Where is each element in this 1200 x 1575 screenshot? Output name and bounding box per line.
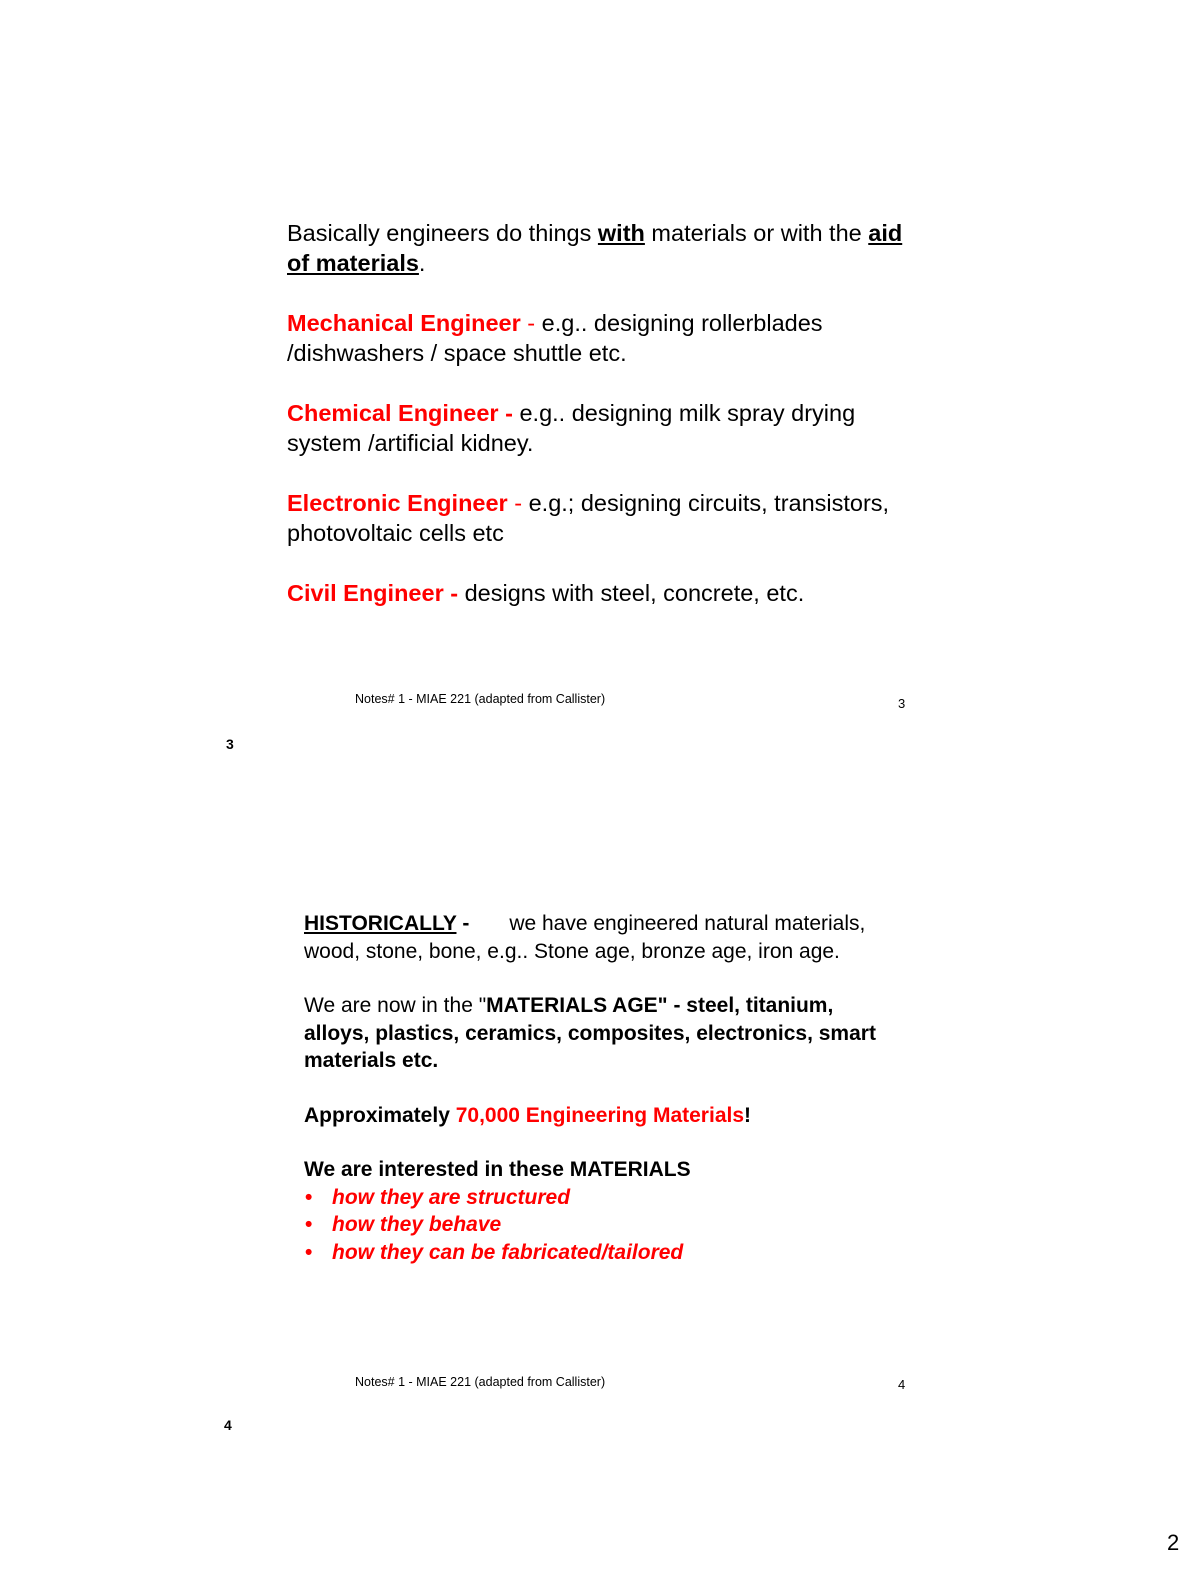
- engineer-title: Chemical Engineer: [287, 400, 499, 426]
- bullet-icon: •: [305, 1240, 313, 1264]
- intro-emphasis-with: with: [597, 220, 645, 246]
- list-item-text: how they behave: [332, 1213, 502, 1236]
- materials-age-label: MATERIALS AGE" - steel, titanium, alloys, plastics, ceramics, composites, electronics, smart materials etc.: [304, 994, 876, 1072]
- historically-paragraph: [304, 910, 904, 965]
- intro-paragraph: [287, 218, 927, 278]
- list-item: [304, 1239, 904, 1267]
- slide-4-content: [304, 910, 904, 1266]
- materials-age-paragraph: [304, 992, 904, 1075]
- engineer-description: designs with steel, concrete, etc.: [464, 580, 805, 606]
- slide-3-number: 3: [898, 696, 906, 711]
- slide-4-footer: Notes# 1 - MIAE 221 (adapted from Callister): [355, 1375, 606, 1389]
- engineer-item-electronic: [287, 488, 927, 548]
- intro-text-3: .: [418, 250, 426, 276]
- bullet-icon: •: [305, 1213, 313, 1236]
- interest-heading: We are interested in these MATERIALS: [304, 1158, 691, 1181]
- historically-dash: -: [456, 912, 470, 935]
- slide-4-number: 4: [898, 1377, 906, 1392]
- approx-prefix: Approximately: [304, 1103, 456, 1127]
- engineer-separator: -: [520, 310, 542, 336]
- list-item: [304, 1184, 904, 1212]
- engineer-separator: -: [443, 580, 465, 606]
- engineer-title: Civil Engineer: [287, 580, 444, 606]
- list-item-text: how they are structured: [332, 1185, 571, 1209]
- engineer-description: e.g.. designing rollerblades /dishwashers / space shuttle etc.: [287, 310, 823, 366]
- engineer-item-chemical: [287, 398, 927, 458]
- engineer-description: e.g.. designing milk spray drying system /artificial kidney.: [287, 400, 856, 456]
- slide-3-content: [287, 218, 927, 638]
- approx-suffix: !: [744, 1103, 752, 1127]
- slide-3-outer-number: 3: [226, 736, 234, 752]
- historically-label: HISTORICALLY: [304, 912, 457, 935]
- slide-4-outer-number: 4: [224, 1417, 232, 1433]
- materials-age-prefix: We are now in the ": [304, 994, 487, 1017]
- historically-text: we have engineered natural materials, wood, stone, bone, e.g.. Stone age, bronze age, iron age.: [304, 912, 866, 963]
- slide-3-footer: Notes# 1 - MIAE 221 (adapted from Callister): [355, 692, 606, 706]
- approx-highlight: 70,000 Engineering Materials: [455, 1103, 745, 1127]
- engineer-description: e.g.; designing circuits, transistors, photovoltaic cells etc: [287, 490, 890, 546]
- engineer-title: Mechanical Engineer: [287, 310, 521, 336]
- page-number: 2: [1167, 1530, 1180, 1555]
- intro-text-2: materials or with the: [644, 220, 869, 246]
- engineer-item-mechanical: [287, 308, 927, 368]
- engineer-separator: -: [498, 400, 520, 426]
- list-item-text: how they can be fabricated/tailored: [332, 1240, 684, 1264]
- approx-paragraph: [304, 1102, 904, 1130]
- interest-list: [304, 1184, 904, 1267]
- engineer-title: Electronic Engineer: [287, 490, 508, 516]
- list-item: [304, 1211, 904, 1239]
- bullet-icon: •: [305, 1185, 313, 1209]
- engineer-separator: -: [507, 490, 529, 516]
- intro-emphasis-aid: aid of materials: [287, 220, 903, 276]
- engineer-item-civil: [287, 578, 927, 608]
- intro-text-1: Basically engineers do things: [287, 220, 598, 246]
